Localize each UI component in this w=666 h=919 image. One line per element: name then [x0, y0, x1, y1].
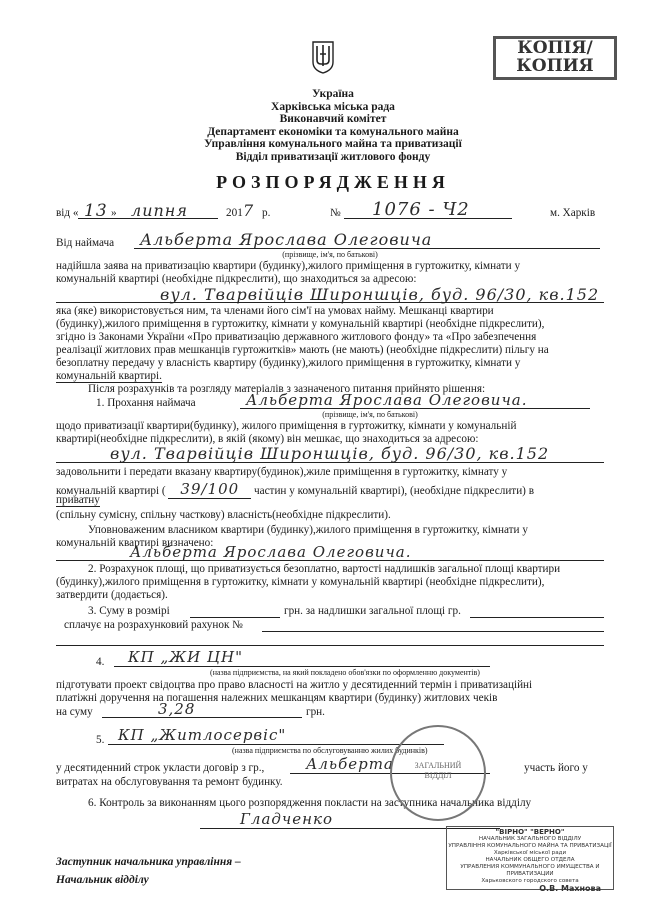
- para5-pre: комунальній квартирі (: [56, 485, 166, 497]
- para11-pre: у десятиденний строк укласти договір з гр.,: [56, 762, 265, 774]
- header-country: Україна: [312, 88, 354, 100]
- footer-position-2: Начальник відділу: [56, 874, 149, 886]
- page-title: РОЗПОРЯДЖЕННЯ: [216, 172, 450, 192]
- para4-line2: квартирі(необхідне підкреслити), в якій (якому) він мешкає, що знаходиться за адресою:: [56, 433, 479, 445]
- header-council: Харківська міська рада: [271, 100, 395, 113]
- verified-stamp-line8: О.В. Махнова: [539, 884, 601, 893]
- para7-line3: затвердити (додається).: [56, 589, 168, 601]
- footer-position-1: Заступник начальника управління –: [56, 856, 241, 868]
- applicant-name: Альберта Ярослава Олеговича: [140, 230, 433, 249]
- para1-line1: надійшла заява на приватизацію квартири (будинку),жилого приміщення в гуртожитку, кімнати у: [56, 260, 521, 272]
- para11-post: участь його у: [524, 762, 588, 774]
- header-department: Департамент економіки та комунального майна: [207, 125, 459, 138]
- date-mid: »: [111, 207, 117, 219]
- document-header: [150, 88, 516, 163]
- item5-label: 5.: [96, 734, 105, 746]
- para4-line1: щодо приватизації квартири(будинку), жилого приміщення в гуртожитку, кімнати у комунальній: [56, 420, 517, 432]
- para8-mid: грн. за надлишки загальної площі гр.: [284, 605, 461, 617]
- header-division: Відділ приватизації житлового фонду: [235, 150, 431, 163]
- para2-line5: безоплатну передачу у власність квартиру (будинку),жилого приміщення в гуртожитку, кімнати у: [56, 357, 521, 369]
- date-year-prefix: 201: [226, 207, 243, 219]
- city: м. Харків: [550, 207, 596, 219]
- document-number: 1076 - Ч2: [372, 199, 470, 220]
- authorized-owner: Альберта Ярослава Олеговича.: [130, 543, 412, 561]
- para5-post: частин у комунальній квартирі), (необхідне підкреслити) в: [254, 485, 534, 497]
- number-label: №: [330, 207, 341, 219]
- para8-pre: 3. Суму в розмірі: [88, 605, 170, 617]
- date-day: 13: [84, 201, 108, 221]
- verified-stamp-line3: УПРАВЛІННЯ КОМУНАЛЬНОГО МАЙНА ТА ПРИВАТИЗАЦІЇ: [448, 843, 612, 849]
- address: вул. Тварвійців Широншців, буд. 96/30, кв.152: [160, 285, 600, 304]
- item1-name: Альберта Ярослава Олеговича.: [246, 391, 528, 409]
- para7-line1: 2. Розрахунок площі, що приватизується безоплатно, вартості надлишків загальної площі квартири: [88, 563, 561, 575]
- para10-post: грн.: [306, 706, 325, 718]
- verified-stamp-line5: НАЧАЛЬНИК ОБЩЕГО ОТДЕЛА: [485, 857, 575, 863]
- para5-line1: задовольнити і передати вказану квартиру(будинок),жиле приміщення в гуртожитку, кімнату у: [56, 466, 508, 478]
- date-line: [56, 201, 616, 223]
- name-hint: (прізвище, ім'я, по батькові): [282, 250, 378, 259]
- para6-line1: Уповноваженим власником квартири (будинку),жилого приміщення в гуртожитку, кімнати у: [88, 524, 528, 536]
- copy-stamp: [493, 36, 617, 80]
- para6-line2: комунальній квартирі визначено:: [56, 537, 214, 549]
- item4-label: 4.: [96, 656, 105, 668]
- para2-line2: (будинку),жилого приміщення в гуртожитку, кімнати у комунальній квартирі (необхідне підкреслити),: [56, 318, 545, 330]
- para10-line2: платіжні доручення на погашення належних мешканцям квартири (будинку) житлових чеків: [56, 692, 498, 704]
- verified-stamp-line7: Харьковского городского совета: [481, 878, 579, 884]
- header-directorate: Управління комунального майна та приватизації: [204, 138, 462, 150]
- para5-line4: (спільну сумісну, спільну часткову) власність(необхідне підкреслити).: [56, 509, 391, 521]
- verified-stamp: [446, 826, 614, 893]
- verified-stamp-line4: Харківської міської ради: [493, 850, 567, 856]
- para7-line2: (будинку),жилого приміщення в гуртожитку, кімнати у комунальній квартирі (необхідне підкреслити),: [56, 576, 545, 588]
- para10-pre: на суму: [56, 706, 93, 718]
- para2-line1: яка (яке) використовується ним, та членами його сім'ї на умовах найму. Мешканці квартири: [56, 305, 494, 317]
- from-label: Від наймача: [56, 237, 115, 249]
- round-stamp: [390, 725, 486, 821]
- share-value: 39/100: [168, 480, 251, 499]
- para5-line2: [56, 480, 606, 498]
- date-year-unit: р.: [262, 207, 271, 219]
- address-2: вул. Тварвійців Широншців, буд. 96/30, кв.152: [110, 444, 550, 463]
- item4-hint: (назва підприємства, на який покладено обов'язки по оформленню документів): [210, 668, 480, 677]
- para1-line2: комунальній квартирі (необхідне підкреслити), що знаходиться за адресою:: [56, 273, 417, 285]
- round-stamp-line2: ВІДДІЛ: [424, 771, 452, 780]
- date-prefix: від «: [56, 207, 79, 219]
- ownership-type: приватну: [56, 494, 100, 506]
- para2-line3: згідно із Законами України «Про приватизацію державного житлового фонду» та «Про забезпечення: [56, 331, 537, 343]
- para2-line4: реалізації житлових прав мешканців гуртожитків» мають (не мають) (необхідне підкреслити) пільгу на: [56, 344, 549, 356]
- para11-name: Альберта: [306, 755, 394, 773]
- amount: 3,28: [158, 700, 196, 718]
- date-month: липня: [131, 201, 188, 220]
- round-stamp-line1: ЗАГАЛЬНИЙ: [414, 761, 462, 770]
- item4-value: КП „ЖИ ЦН": [128, 648, 243, 666]
- para9: сплачує на розрахунковий рахунок №: [64, 619, 243, 631]
- date-year-suffix: 7: [243, 201, 255, 220]
- item5-hint: (назва підприємства по обслуговуванню жилих будинків): [232, 746, 428, 755]
- item1-hint: (прізвище, ім'я, по батькові): [322, 410, 418, 419]
- controller-signature: Гладченко: [240, 810, 334, 828]
- decision-intro: Після розрахунків та розгляду матеріалів з зазначеного питання прийнято рішення:: [88, 383, 486, 395]
- item5-value: КП „Житлосервіс": [118, 726, 287, 744]
- copy-stamp-line2: КОПИЯ: [516, 56, 594, 76]
- coat-of-arms-icon: [311, 40, 335, 74]
- item1-label: 1. Прохання наймача: [96, 397, 196, 409]
- header-committee: Виконавчий комітет: [279, 113, 387, 125]
- para11-line2: витратах на обслуговування та ремонт будинку.: [56, 776, 283, 788]
- verified-stamp-line1: "ВІРНО" "ВЕРНО": [495, 828, 565, 836]
- verified-stamp-line6: УПРАВЛЕНИЯ КОММУНАЛЬНОГО ИМУЩЕСТВА И ПРИВАТИЗАЦИИ: [460, 864, 600, 877]
- para12: 6. Контроль за виконанням цього розпорядження покласти на заступника начальника відділу: [88, 797, 532, 809]
- copy-stamp-line1: КОПІЯ/: [517, 38, 593, 58]
- para10-line1: підготувати проект свідоцтва про право власності на житло у десятиденний термін і приватизаційні: [56, 679, 533, 691]
- para2-line6: комунальній квартирі.: [56, 370, 162, 382]
- verified-stamp-line2: НАЧАЛЬНИК ЗАГАЛЬНОГО ВІДДІЛУ: [478, 836, 582, 842]
